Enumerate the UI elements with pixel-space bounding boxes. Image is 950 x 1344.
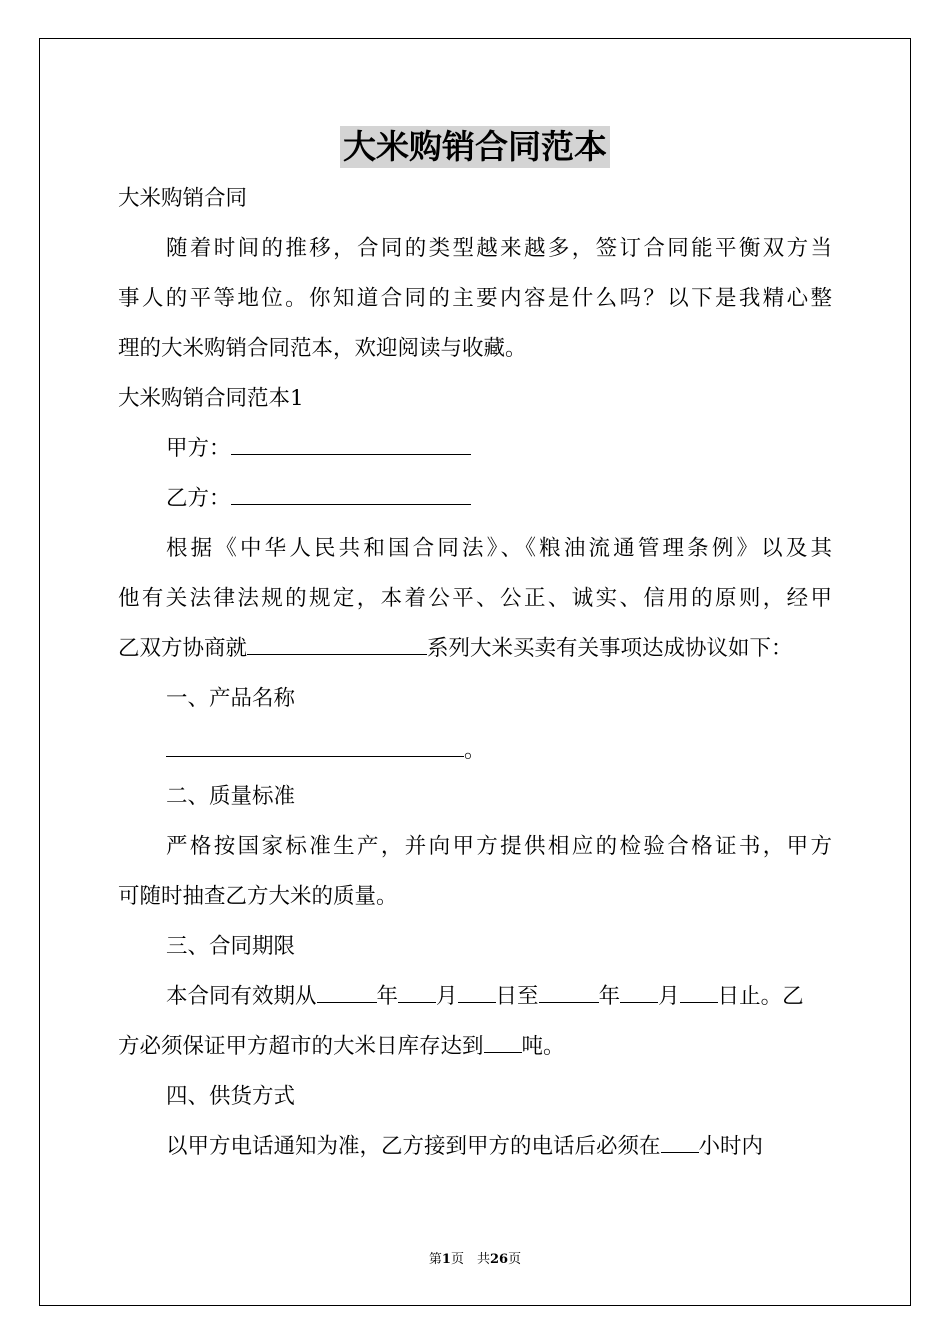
day-to-label: 日至 (495, 984, 539, 1009)
document-title: 大米购销合同范本 (340, 126, 610, 168)
year-label: 年 (598, 984, 621, 1009)
item4-title: 四、供货方式 (166, 1084, 296, 1109)
start-year-blank[interactable] (317, 984, 377, 1003)
item1-title: 一、产品名称 (166, 686, 296, 711)
party-b-line (166, 484, 471, 514)
page-border (39, 38, 911, 1306)
end-month-blank[interactable] (620, 984, 658, 1003)
intro-line-2: 事人的平等地位。你知道合同的主要内容是什么吗？以下是我精心整 (118, 286, 832, 311)
day-end-label: 日止。乙 (717, 984, 804, 1009)
supply-hours-blank[interactable] (661, 1134, 699, 1153)
supply-line (166, 1132, 763, 1162)
footer-middle: 页 共 (450, 1252, 490, 1267)
footer-page-number: 1 (441, 1252, 451, 1267)
basis-line-1: 根据《中华人民共和国合同法》、《粮油流通管理条例》以及其 (166, 536, 832, 561)
stock-tons-blank[interactable] (484, 1034, 522, 1053)
intro-line-3: 理的大米购销合同范本，欢迎阅读与收藏。 (118, 336, 527, 361)
basis-line-3-pre: 乙双方协商就 (118, 636, 248, 661)
basis-line-2: 他有关法律法规的规定，本着公平、公正、诚实、信用的原则，经甲 (118, 586, 832, 611)
party-a-blank[interactable] (231, 436, 471, 455)
basis-line-3 (118, 634, 793, 664)
end-year-blank[interactable] (539, 984, 599, 1003)
intro-line-1: 随着时间的推移，合同的类型越来越多，签订合同能平衡双方当 (166, 236, 832, 261)
term-line-1 (166, 982, 804, 1012)
month-label: 月 (436, 984, 458, 1009)
basis-line-3-post: 系列大米买卖有关事项达成协议如下： (427, 636, 793, 661)
supply-post: 小时内 (698, 1134, 764, 1159)
term-line-2-post: 吨。 (521, 1034, 565, 1059)
footer-prefix: 第 (428, 1252, 442, 1267)
product-series-blank[interactable] (247, 636, 427, 655)
item3-title: 三、合同期限 (166, 934, 296, 959)
term-line-2 (118, 1032, 565, 1062)
end-day-blank[interactable] (680, 984, 718, 1003)
footer-page-total: 26 (489, 1252, 509, 1267)
item1-end: 。 (464, 738, 486, 763)
party-a-label: 甲方： (166, 436, 231, 461)
start-day-blank[interactable] (458, 984, 496, 1003)
item2-title: 二、质量标准 (166, 784, 296, 809)
party-b-label: 乙方： (166, 486, 231, 511)
supply-pre: 以甲方电话通知为准，乙方接到甲方的电话后必须在 (166, 1134, 661, 1159)
document-heading: 大米购销合同 (118, 186, 248, 211)
footer-suffix: 页 (508, 1252, 522, 1267)
month-label: 月 (658, 984, 680, 1009)
start-month-blank[interactable] (398, 984, 436, 1003)
year-label: 年 (376, 984, 399, 1009)
item1-line (166, 736, 486, 766)
party-b-blank[interactable] (231, 486, 471, 505)
item2-line-2: 可随时抽查乙方大米的质量。 (118, 884, 398, 909)
section-title: 大米购销合同范本1 (118, 386, 304, 411)
item2-line-1: 严格按国家标准生产，并向甲方提供相应的检验合格证书，甲方 (166, 834, 832, 859)
term-line-2-pre: 方必须保证甲方超市的大米日库存达到 (118, 1034, 484, 1059)
page-footer (0, 1248, 950, 1267)
title-wrap (0, 126, 950, 168)
product-name-blank[interactable] (166, 738, 464, 757)
term-from-label: 本合同有效期从 (166, 984, 317, 1009)
party-a-line (166, 434, 471, 464)
